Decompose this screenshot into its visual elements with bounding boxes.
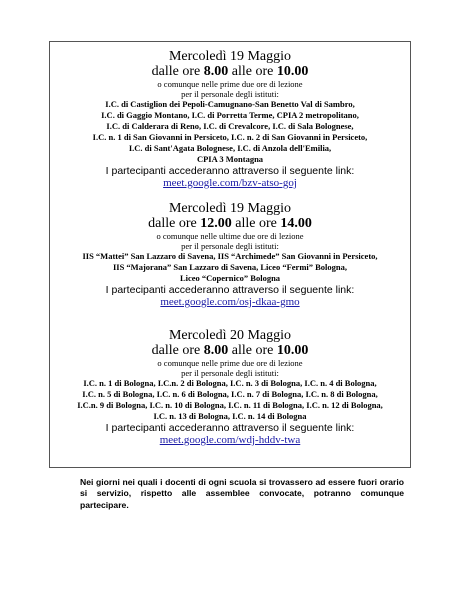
school-line: I.C. n. 1 di Bologna, I.C.n. 2 di Bologna, I.C. n. 3 di Bologna, I.C. n. 4 di Bologna, — [83, 378, 377, 388]
school-line: I.C. di Calderara di Reno, I.C. di Crevalcore, I.C. di Sala Bolognese, — [106, 121, 354, 131]
school-list — [50, 99, 410, 165]
school-list — [50, 378, 410, 422]
meeting-title: Mercoledì 20 Maggio — [168, 328, 292, 343]
meet-link[interactable]: meet.google.com/bzv-atso-goj — [163, 177, 297, 189]
meeting-time: dalle ore 8.00 alle ore 10.00 — [151, 343, 309, 358]
meeting-title: Mercoledì 19 Maggio — [168, 201, 292, 216]
school-line: I.C. di Castiglion dei Pepoli-Camugnano-San Benetto Val di Sambro, — [105, 99, 355, 109]
school-line: I.C. n. 5 di Bologna, I.C. n. 6 di Bologna, I.C. n. 7 di Bologna, I.C. n. 8 di Bologna, — [82, 389, 378, 399]
meeting-note-staff: per il personale degli istituti: — [181, 89, 279, 99]
meeting-note: o comunque nelle ultime due ore di lezione — [156, 231, 304, 241]
meeting-3 — [50, 328, 410, 447]
meeting-time: dalle ore 12.00 alle ore 14.00 — [148, 216, 312, 231]
school-line: I.C.n. 9 di Bologna, I.C. n. 10 di Bologna, I.C. n. 11 di Bologna, I.C. n. 12 di Bologna, — [77, 400, 383, 410]
link-intro: I partecipanti accederanno attraverso il seguente link: — [105, 165, 355, 177]
meeting-note: o comunque nelle prime due ore di lezione — [157, 358, 303, 368]
meet-link[interactable]: meet.google.com/osj-dkaa-gmo — [160, 296, 300, 308]
school-line: I.C. n. 1 di San Giovanni in Persiceto, I.C. n. 2 di San Giovanni in Persiceto, — [92, 132, 368, 142]
school-line: Liceo “Copernico” Bologna — [179, 273, 281, 283]
meeting-time: dalle ore 8.00 alle ore 10.00 — [151, 64, 309, 79]
school-line: I.C. di Sant'Agata Bolognese, I.C. di Anzola dell'Emilia, — [128, 143, 332, 153]
school-line: IIS “Mattei” San Lazzaro di Savena, IIS “Archimede” San Giovanni in Persiceto, — [82, 251, 378, 261]
school-line: IIS “Majorana” San Lazzaro di Savena, Liceo “Fermi” Bologna, — [112, 262, 348, 272]
meeting-1 — [50, 49, 410, 190]
link-intro: I partecipanti accederanno attraverso il seguente link: — [105, 284, 355, 296]
footer-note: Nei giorni nei quali i docenti di ogni scuola si trovassero ad essere fuori orario si servizio, rispetto alle assemblee convocate, potranno comunque partecipare. — [80, 477, 404, 510]
meeting-note-staff: per il personale degli istituti: — [181, 368, 279, 378]
meetings-box — [49, 41, 411, 468]
meeting-2 — [50, 201, 410, 309]
meet-link[interactable]: meet.google.com/wdj-hddv-twa — [159, 434, 301, 446]
school-list — [50, 251, 410, 284]
meeting-note: o comunque nelle prime due ore di lezione — [157, 79, 303, 89]
link-intro: I partecipanti accederanno attraverso il seguente link: — [105, 422, 355, 434]
school-line: I.C. n. 13 di Bologna, I.C. n. 14 di Bologna — [153, 411, 307, 421]
school-line: CPIA 3 Montagna — [196, 154, 264, 164]
meeting-title: Mercoledì 19 Maggio — [168, 49, 292, 64]
school-line: I.C. di Gaggio Montano, I.C. di Porretta Terme, CPIA 2 metropolitano, — [101, 110, 359, 120]
meeting-note-staff: per il personale degli istituti: — [181, 241, 279, 251]
